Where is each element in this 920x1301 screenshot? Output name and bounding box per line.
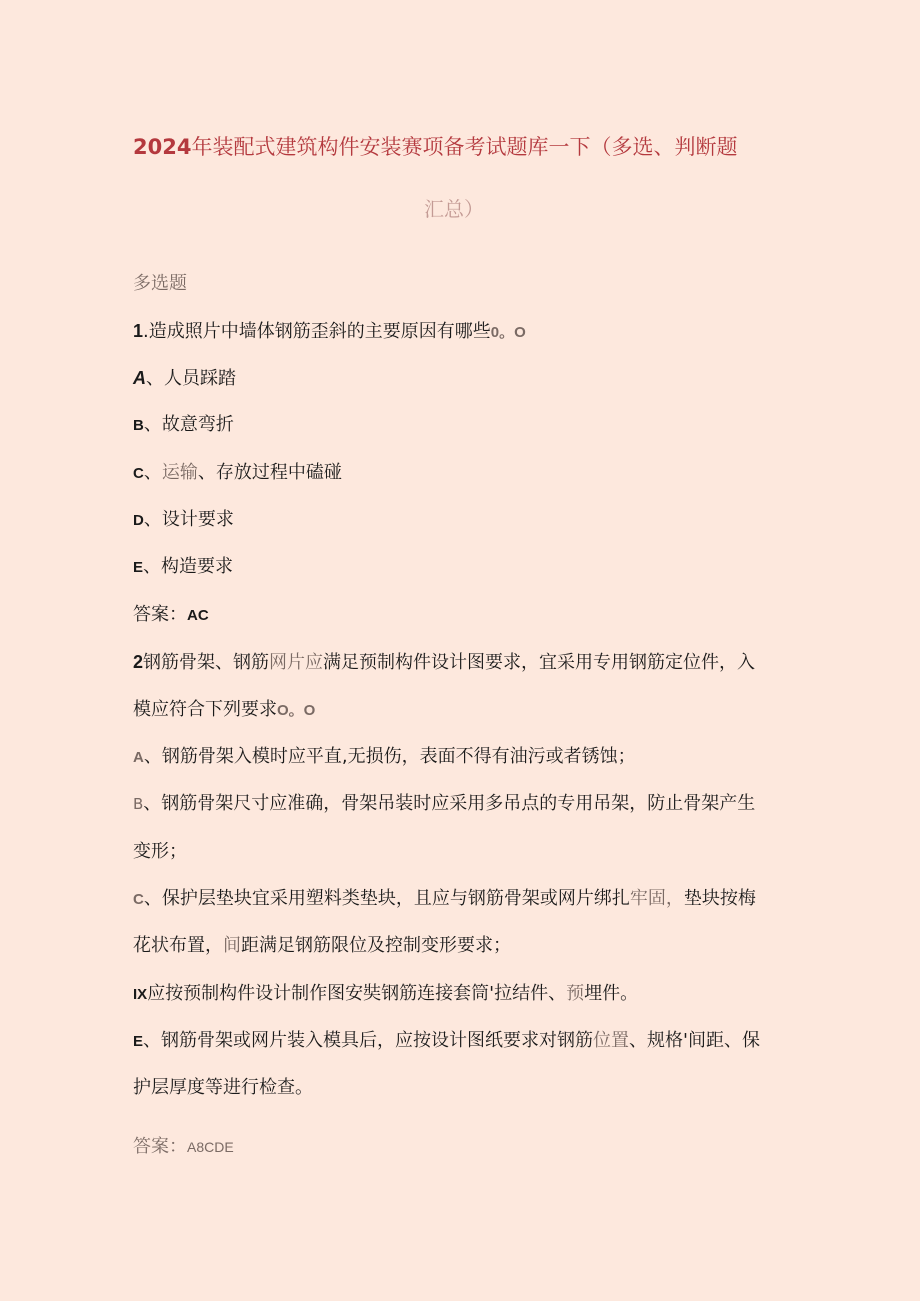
option-text-cont: 、规格'间距、保 <box>629 1030 760 1051</box>
question-text-muted: 网片应 <box>269 652 324 673</box>
option-text: 、钢筋骨架或网片装入模具后，应按设计图纸要求对钢筋 <box>143 1030 594 1051</box>
option-letter: D <box>133 512 144 529</box>
option-letter: A <box>133 368 146 388</box>
question-tail: 0。O <box>490 324 526 341</box>
q2-option-e <box>133 1029 760 1054</box>
q1-option-b <box>133 413 234 438</box>
question-text: .造成照片中墙体钢筋歪斜的主要原因有哪些 <box>143 321 491 342</box>
question-tail: O。O <box>277 702 316 719</box>
option-letter: E <box>133 1033 144 1050</box>
question-1-stem <box>133 319 526 345</box>
q1-option-c <box>133 461 342 486</box>
answer-value: AC <box>187 607 209 624</box>
q2-answer <box>133 1135 234 1159</box>
q2-option-e-line2: 护层厚度等进行检查。 <box>133 1077 313 1098</box>
answer-label: 答案： <box>133 604 187 625</box>
question-text-cont: 满足预制构件设计图要求，宜采用专用钢筋定位件，入 <box>323 652 756 673</box>
question-text: 钢筋骨架、钢筋 <box>143 652 270 673</box>
option-text-muted: 运输 <box>161 462 198 483</box>
answer-value: A8CDE <box>187 1139 234 1155</box>
question-2-stem-line2 <box>133 698 315 723</box>
section-heading: 多选题 <box>133 273 187 294</box>
option-letter: C <box>133 891 144 908</box>
option-letter: B <box>133 417 144 434</box>
option-text: 、人员踩踏 <box>146 368 236 389</box>
option-text: 、故意弯折 <box>143 414 234 435</box>
q2-option-a <box>133 745 636 770</box>
option-text: 、存放过程中磕碰 <box>197 462 342 483</box>
question-number: 2 <box>133 652 144 672</box>
option-text: 花状布置， <box>133 935 223 956</box>
question-number: 1 <box>133 321 144 341</box>
q2-option-c <box>133 887 756 912</box>
option-text-muted: 间 <box>223 935 241 956</box>
option-text: 、钢筋骨架尺寸应准确，骨架吊装时应采用多吊点的专用吊架，防止骨架产生 <box>143 793 756 814</box>
answer-label: 答案： <box>133 1136 187 1157</box>
q1-option-d <box>133 508 234 533</box>
q2-option-b-line2: 变形； <box>133 841 187 862</box>
option-letter: IX <box>133 986 148 1003</box>
q1-option-e <box>133 555 233 580</box>
option-letter: B <box>133 795 144 813</box>
option-text-cont: 距满足钢筋限位及控制变形要求； <box>241 935 511 956</box>
q1-option-a <box>133 366 236 391</box>
q1-answer <box>133 603 209 628</box>
option-text: 、设计要求 <box>143 509 234 530</box>
q2-option-c-line2 <box>133 934 511 958</box>
option-text: 、保护层垫块宜采用塑料类垫块，且应与钢筋骨架或网片绑扎 <box>143 888 630 909</box>
option-prefix: 、 <box>143 462 162 483</box>
option-text: 、钢筋骨架入模时应平直,无损伤，表面不得有油污或者锈蚀； <box>143 746 636 767</box>
q2-option-d <box>133 982 638 1007</box>
question-2-stem <box>133 650 755 675</box>
document-title-continuation: 汇总） <box>424 197 484 221</box>
option-text-muted: 预 <box>566 983 585 1004</box>
option-text-cont: 垫块按梅 <box>683 888 756 909</box>
title-year: 2024 <box>133 135 192 159</box>
title-text: 年装配式建筑构件安装赛项备考试题库一下（多选、判断题 <box>191 135 738 159</box>
q2-option-b <box>133 792 755 816</box>
option-text-muted: 牢固， <box>629 888 684 909</box>
option-letter: A <box>133 749 144 766</box>
document-title <box>133 131 773 161</box>
option-text-muted: 位置 <box>593 1030 630 1051</box>
question-text: 模应符合下列要求 <box>133 699 277 720</box>
option-text-cont: 埋件。 <box>584 983 639 1004</box>
option-letter: E <box>133 559 144 576</box>
option-letter: C <box>133 465 144 482</box>
option-text: 应按预制构件设计制作图安奘钢筋连接套筒'拉结件、 <box>147 983 567 1004</box>
option-text: 、构造要求 <box>143 556 234 577</box>
